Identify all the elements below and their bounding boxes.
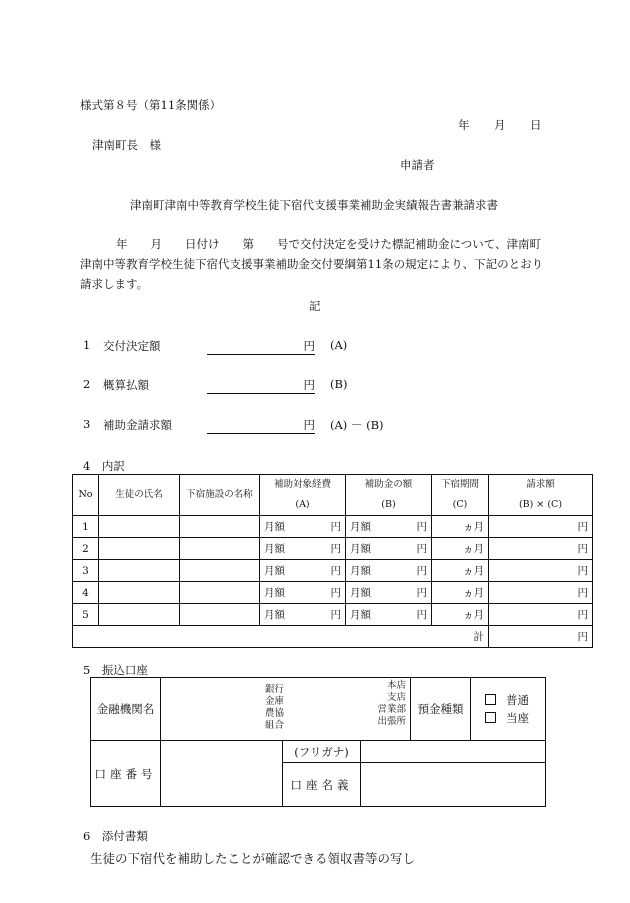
facility-name-field[interactable] bbox=[180, 560, 260, 582]
months-unit: ヵ月 bbox=[463, 587, 484, 599]
col-cost bbox=[260, 475, 346, 516]
date-day: 日 bbox=[530, 118, 542, 132]
cost-field[interactable] bbox=[260, 582, 346, 604]
addressee: 津南町長 様 bbox=[92, 138, 161, 152]
yen-unit: 円 bbox=[577, 631, 588, 643]
col-cost-label: 補助対象経費 bbox=[273, 479, 331, 490]
total-amount[interactable] bbox=[489, 626, 593, 648]
yen-unit: 円 bbox=[330, 609, 341, 621]
attachments-heading: 6 添付書類 bbox=[83, 829, 148, 843]
col-claim-label: 請求額 bbox=[526, 479, 555, 490]
col-claim bbox=[489, 475, 593, 516]
yen-unit: 円 bbox=[577, 543, 588, 555]
col-no: No bbox=[73, 475, 99, 516]
type-shinkin: 金庫 bbox=[265, 696, 285, 707]
monthly-label: 月額 bbox=[350, 609, 371, 621]
yen-unit: 円 bbox=[303, 418, 315, 432]
months-unit: ヵ月 bbox=[463, 565, 484, 577]
breakdown-heading: 4 内訳 bbox=[83, 459, 125, 473]
monthly-label: 月額 bbox=[350, 543, 371, 555]
item-label: 補助金請求額 bbox=[103, 418, 172, 432]
subsidy-field[interactable] bbox=[346, 560, 432, 582]
row-number: 1 bbox=[73, 516, 99, 538]
deposit-toza-label: 当座 bbox=[506, 711, 529, 725]
subsidy-field[interactable] bbox=[346, 604, 432, 626]
col-facility: 下宿施設の名称 bbox=[180, 475, 260, 516]
col-subsidy-ref: (B) bbox=[381, 499, 396, 510]
period-field[interactable] bbox=[432, 516, 489, 538]
ki-mark: 記 bbox=[309, 299, 321, 313]
furigana-label: (フリガナ) bbox=[283, 741, 361, 763]
breakdown-table bbox=[72, 474, 593, 648]
yen-unit: 円 bbox=[303, 378, 315, 392]
yen-unit: 円 bbox=[303, 339, 315, 353]
yen-unit: 円 bbox=[416, 543, 427, 555]
monthly-label: 月額 bbox=[264, 521, 285, 533]
bank-heading: 5 振込口座 bbox=[83, 663, 148, 677]
body-line-3: 請求します。 bbox=[80, 277, 149, 291]
period-field[interactable] bbox=[432, 582, 489, 604]
table-row bbox=[73, 604, 593, 626]
branch-types bbox=[377, 680, 406, 728]
attachments-text: 生徒の下宿代を補助したことが確認できる領収書等の写し bbox=[90, 851, 416, 866]
holder-label: 口座名義 bbox=[283, 763, 361, 807]
cost-field[interactable] bbox=[260, 560, 346, 582]
type-bank: 銀行 bbox=[265, 684, 285, 695]
col-student: 生徒の氏名 bbox=[99, 475, 180, 516]
holder-field[interactable] bbox=[361, 763, 546, 807]
account-no-field[interactable] bbox=[161, 741, 283, 807]
yen-unit: 円 bbox=[577, 521, 588, 533]
table-row bbox=[73, 582, 593, 604]
table-row bbox=[73, 560, 593, 582]
item-number: 1 bbox=[83, 338, 91, 352]
institution-label: 金融機関名 bbox=[91, 678, 161, 741]
claim-field[interactable] bbox=[489, 538, 593, 560]
monthly-label: 月額 bbox=[350, 521, 371, 533]
document-title: 津南町津南中等教育学校生徒下宿代支援事業補助金実績報告書兼請求書 bbox=[130, 198, 498, 212]
date-year: 年 bbox=[458, 118, 470, 132]
deposit-options bbox=[471, 678, 546, 741]
institution-field[interactable] bbox=[161, 678, 411, 741]
yen-unit: 円 bbox=[416, 587, 427, 599]
item-label: 概算払額 bbox=[103, 378, 149, 392]
bank-table bbox=[90, 677, 546, 807]
monthly-label: 月額 bbox=[264, 587, 285, 599]
body-line-2: 津南中等教育学校生徒下宿代支援事業補助金交付要綱第11条の規定により、下記のとおり bbox=[80, 257, 544, 271]
table-row bbox=[73, 538, 593, 560]
monthly-label: 月額 bbox=[350, 587, 371, 599]
branch-sub: 支店 bbox=[386, 692, 406, 703]
type-ja: 農協 bbox=[265, 708, 285, 719]
yen-unit: 円 bbox=[330, 521, 341, 533]
total-label: 計 bbox=[73, 626, 489, 648]
col-subsidy bbox=[346, 475, 432, 516]
months-unit: ヵ月 bbox=[463, 609, 484, 621]
claim-field[interactable] bbox=[489, 560, 593, 582]
student-name-field[interactable] bbox=[99, 516, 180, 538]
col-period bbox=[432, 475, 489, 516]
yen-unit: 円 bbox=[330, 565, 341, 577]
monthly-label: 月額 bbox=[350, 565, 371, 577]
institution-types bbox=[265, 684, 284, 732]
account-no-label: 口座番号 bbox=[91, 741, 161, 807]
months-unit: ヵ月 bbox=[463, 521, 484, 533]
yen-unit: 円 bbox=[416, 521, 427, 533]
amount-field[interactable] bbox=[207, 417, 315, 434]
item-number: 3 bbox=[83, 417, 91, 431]
period-field[interactable] bbox=[432, 538, 489, 560]
deposit-label: 預金種類 bbox=[411, 678, 471, 741]
row-number: 4 bbox=[73, 582, 99, 604]
checkbox-icon[interactable] bbox=[485, 694, 496, 705]
branch-main: 本店 bbox=[386, 680, 406, 691]
monthly-label: 月額 bbox=[264, 543, 285, 555]
yen-unit: 円 bbox=[577, 565, 588, 577]
yen-unit: 円 bbox=[330, 543, 341, 555]
checkbox-icon[interactable] bbox=[485, 712, 496, 723]
facility-name-field[interactable] bbox=[180, 582, 260, 604]
subsidy-field[interactable] bbox=[346, 538, 432, 560]
body-line-1: 年 月 日付け 第 号で交付決定を受けた標記補助金について、津南町 bbox=[116, 237, 542, 251]
subsidy-field[interactable] bbox=[346, 582, 432, 604]
item-ref: (A) － (B) bbox=[330, 418, 384, 432]
branch-office: 出張所 bbox=[377, 716, 406, 727]
col-claim-ref: (B) × (C) bbox=[518, 499, 563, 510]
deposit-toza[interactable] bbox=[485, 709, 545, 727]
claim-field[interactable] bbox=[489, 604, 593, 626]
student-name-field[interactable] bbox=[99, 582, 180, 604]
col-cost-ref: (A) bbox=[295, 499, 310, 510]
col-period-label: 下宿期間 bbox=[440, 479, 479, 490]
deposit-futsu[interactable] bbox=[485, 691, 545, 709]
months-unit: ヵ月 bbox=[463, 543, 484, 555]
type-kumiai: 組合 bbox=[265, 720, 285, 731]
yen-unit: 円 bbox=[416, 609, 427, 621]
item-ref: (B) bbox=[330, 377, 348, 391]
period-field[interactable] bbox=[432, 604, 489, 626]
subsidy-field[interactable] bbox=[346, 516, 432, 538]
amount-field[interactable] bbox=[207, 377, 315, 394]
yen-unit: 円 bbox=[577, 587, 588, 599]
applicant-label: 申請者 bbox=[400, 158, 435, 172]
cost-field[interactable] bbox=[260, 516, 346, 538]
facility-name-field[interactable] bbox=[180, 516, 260, 538]
student-name-field[interactable] bbox=[99, 538, 180, 560]
row-number: 2 bbox=[73, 538, 99, 560]
branch-dept: 営業部 bbox=[377, 704, 406, 715]
student-name-field[interactable] bbox=[99, 604, 180, 626]
monthly-label: 月額 bbox=[264, 565, 285, 577]
amount-field[interactable] bbox=[207, 338, 315, 355]
table-row bbox=[73, 516, 593, 538]
claim-field[interactable] bbox=[489, 516, 593, 538]
row-number: 5 bbox=[73, 604, 99, 626]
cost-field[interactable] bbox=[260, 604, 346, 626]
monthly-label: 月額 bbox=[264, 609, 285, 621]
item-number: 2 bbox=[83, 377, 91, 391]
row-number: 3 bbox=[73, 560, 99, 582]
furigana-field[interactable] bbox=[361, 741, 546, 763]
facility-name-field[interactable] bbox=[180, 604, 260, 626]
item-label: 交付決定額 bbox=[103, 339, 161, 353]
yen-unit: 円 bbox=[416, 565, 427, 577]
student-name-field[interactable] bbox=[99, 560, 180, 582]
item-ref: (A) bbox=[330, 338, 348, 352]
col-subsidy-label: 補助金の額 bbox=[364, 479, 413, 490]
date-month: 月 bbox=[494, 118, 506, 132]
form-number: 様式第８号（第11条関係） bbox=[80, 98, 222, 112]
period-field[interactable] bbox=[432, 560, 489, 582]
yen-unit: 円 bbox=[330, 587, 341, 599]
deposit-futsu-label: 普通 bbox=[506, 693, 529, 707]
col-period-ref: (C) bbox=[452, 499, 468, 510]
facility-name-field[interactable] bbox=[180, 538, 260, 560]
cost-field[interactable] bbox=[260, 538, 346, 560]
yen-unit: 円 bbox=[577, 609, 588, 621]
claim-field[interactable] bbox=[489, 582, 593, 604]
